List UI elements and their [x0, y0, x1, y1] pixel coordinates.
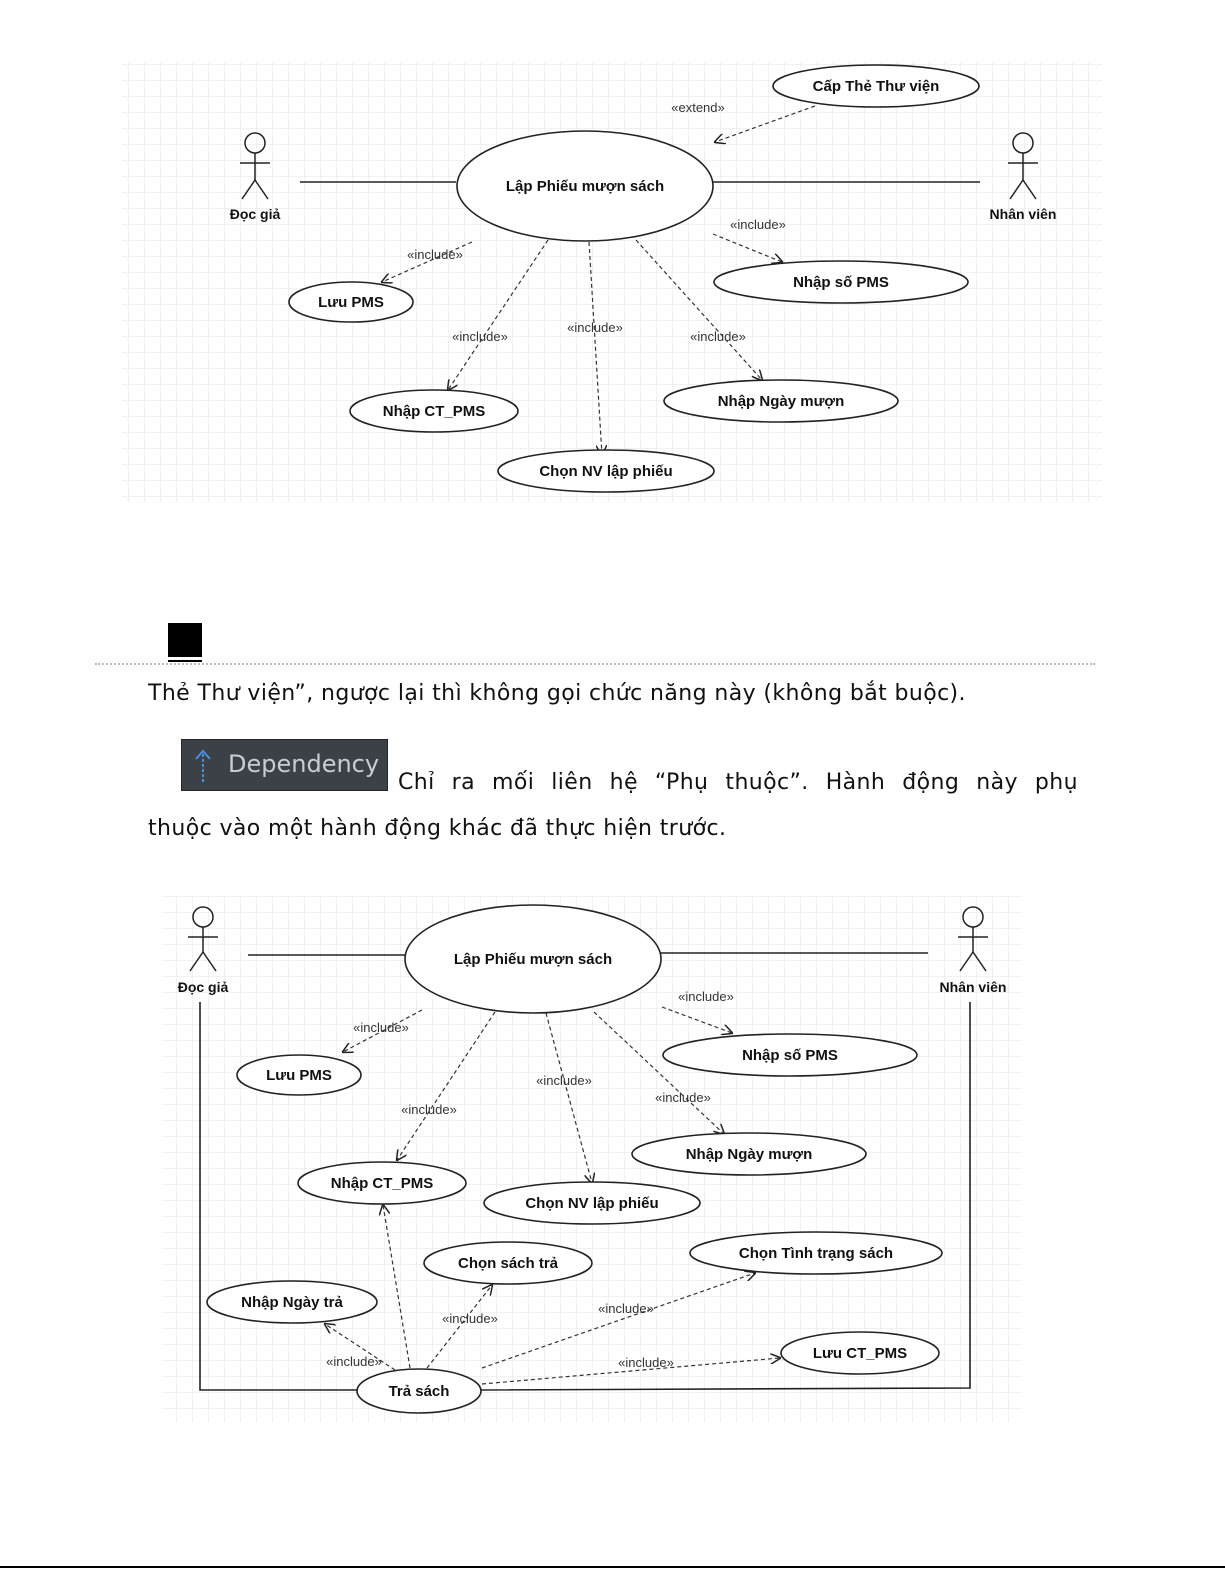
- dependency-label: Dependency: [228, 750, 380, 778]
- usecase-label: Lưu PMS: [318, 294, 384, 311]
- bullet-square-icon: [168, 623, 202, 657]
- stereotype-include: «include»: [536, 1073, 592, 1088]
- usecase-label: Cấp Thẻ Thư viện: [812, 78, 940, 95]
- stereotype-include: «include»: [678, 989, 734, 1004]
- bullet-underline: [168, 660, 202, 662]
- stereotype-include: «include»: [407, 247, 463, 262]
- stereotype-include: «include»: [353, 1020, 409, 1035]
- stereotype-include: «include»: [655, 1090, 711, 1105]
- usecase-label: Nhập Ngày mượn: [717, 393, 845, 410]
- dependency-arrow-icon: [192, 748, 214, 784]
- usecase-label: Lập Phiếu mượn sách: [505, 178, 665, 195]
- use-case-diagram-return: [0, 880, 1225, 1440]
- page-bottom-rule: [0, 1566, 1225, 1568]
- stereotype-include: «include»: [452, 329, 508, 344]
- usecase-label: Lưu PMS: [266, 1067, 332, 1084]
- usecase-label: Lập Phiếu mượn sách: [453, 951, 613, 968]
- dependency-toolbar-button[interactable]: [181, 739, 388, 791]
- usecase-label: Chọn Tình trạng sách: [738, 1245, 894, 1262]
- actor-label-nhan-vien: Nhân viên: [939, 979, 1007, 995]
- use-case-diagram-borrow: [0, 0, 1225, 520]
- actor-label-doc-gia: Đọc giả: [229, 206, 281, 222]
- usecase-label: Chọn NV lập phiếu: [539, 463, 673, 480]
- stereotype-include: «include»: [442, 1311, 498, 1326]
- usecase-label: Nhập Ngày mượn: [685, 1146, 813, 1163]
- actor-label-nhan-vien: Nhân viên: [989, 206, 1057, 222]
- clipped-text-band: [95, 663, 1095, 667]
- paragraph-dependency-line1: Chỉ ra mối liên hệ “Phụ thuộc”. Hành động này phụ: [398, 770, 1078, 795]
- stereotype-include: «include»: [401, 1102, 457, 1117]
- stereotype-include: «include»: [618, 1355, 674, 1370]
- paragraph-extend-explanation: Thẻ Thư viện”, ngược lại thì không gọi chức năng này (không bắt buộc).: [148, 681, 966, 706]
- usecase-label: Chọn NV lập phiếu: [525, 1195, 659, 1212]
- paragraph-dependency-line2: thuộc vào một hành động khác đã thực hiện trước.: [148, 816, 727, 841]
- usecase-label: Chọn sách trả: [457, 1255, 559, 1272]
- stereotype-include: «include»: [567, 320, 623, 335]
- stereotype-include: «include»: [598, 1301, 654, 1316]
- stereotype-include: «include»: [326, 1354, 382, 1369]
- stereotype-include: «include»: [690, 329, 746, 344]
- usecase-label: Trả sách: [388, 1383, 450, 1400]
- stereotype-include: «include»: [730, 217, 786, 232]
- usecase-label: Lưu CT_PMS: [812, 1345, 908, 1362]
- usecase-label: Nhập CT_PMS: [330, 1175, 434, 1192]
- usecase-label: Nhập Ngày trả: [241, 1294, 343, 1311]
- usecase-label: Nhập số PMS: [793, 274, 889, 291]
- usecase-label: Nhập số PMS: [742, 1047, 838, 1064]
- actor-label-doc-gia: Đọc giả: [177, 979, 229, 995]
- usecase-label: Nhập CT_PMS: [382, 403, 486, 420]
- stereotype-extend: «extend»: [671, 100, 725, 115]
